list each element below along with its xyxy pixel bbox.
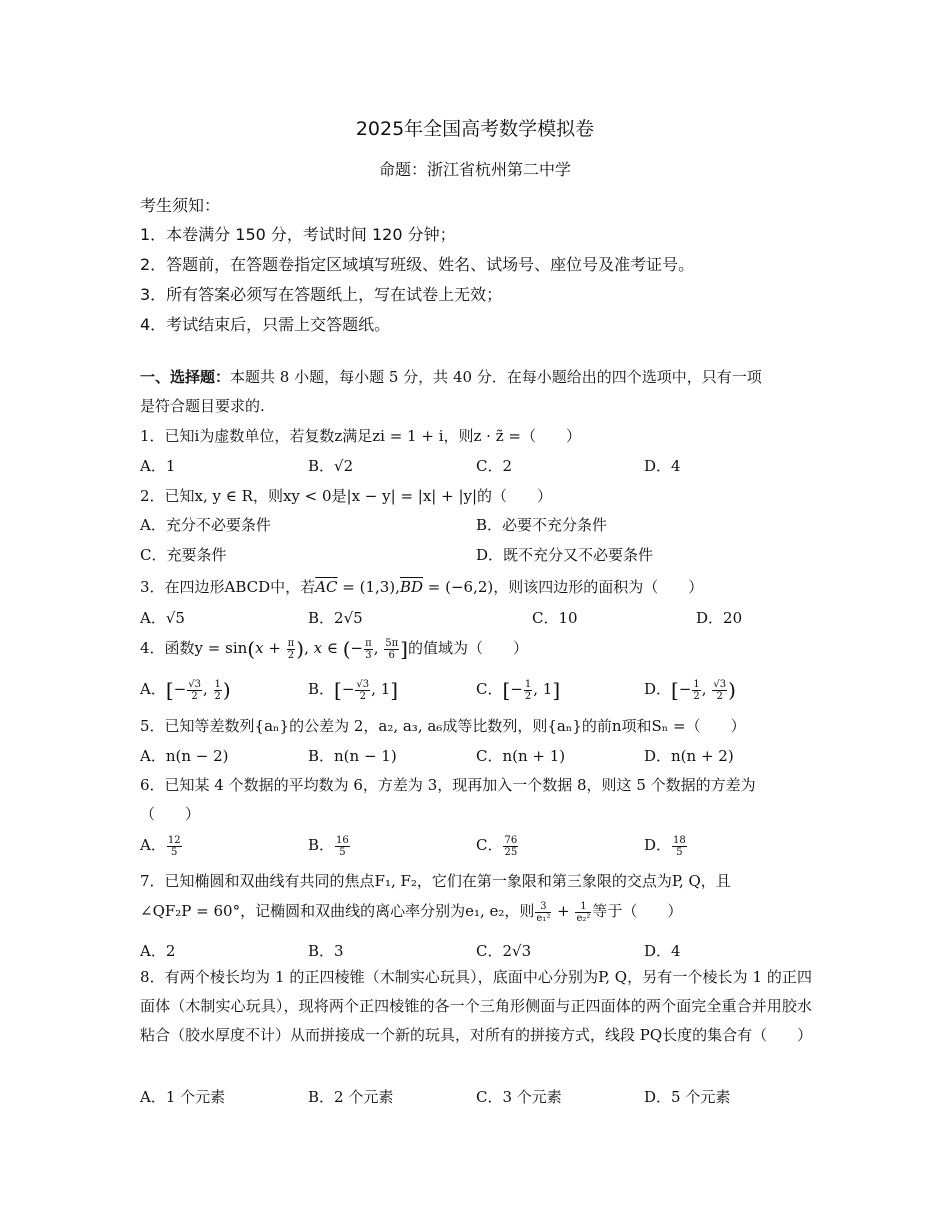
option-a: A．1 — [140, 457, 176, 475]
option-d: D．4 — [644, 457, 681, 475]
option-d: D．5 个元素 — [644, 1088, 731, 1106]
option-d: D．4 — [644, 942, 681, 960]
option-a: A．充分不必要条件 — [140, 516, 271, 534]
question-2-options-row1 — [140, 514, 820, 536]
option-d: D．20 — [696, 609, 743, 627]
question-5-options — [140, 745, 820, 767]
option-a: A．2 — [140, 942, 176, 960]
stem-text: = (−6,2)，则该四边形的面积为（ ） — [423, 578, 704, 596]
section-intro — [140, 366, 815, 387]
option-d: D．[− $\frac{1}{2}$ , $\frac{√3}{2}$ ) — [644, 678, 736, 702]
question-6-stem: 6．已知某 4 个数据的平均数为 6，方差为 3，现再加入一个数据 8，则这 5 个数据的方差为 — [140, 776, 756, 794]
exam-subtitle: 命题：浙江省杭州第二中学 — [378, 160, 571, 179]
vector-bd: $\overline{BD}$ — [399, 578, 423, 596]
option-a: A．[− $\frac{√3}{2}$ , $\frac{1}{2}$ ) — [140, 678, 231, 702]
question-5-stem: 5．已知等差数列{aₙ}的公差为 2，a₂, a₃, a₆成等比数列，则{aₙ}的前n项和Sₙ =（ ） — [140, 717, 746, 735]
option-a: A．n(n − 2) — [140, 747, 229, 765]
section-desc-cont: 是符合题目要求的. — [140, 397, 265, 415]
stem-text: 3．在四边形ABCD中，若 — [140, 578, 316, 596]
stem-text: = (1,3), — [337, 578, 400, 596]
notice-item: 1．本卷满分 150 分，考试时间 120 分钟； — [140, 225, 456, 244]
option-c: C．[− $\frac{1}{2}$ , 1] — [476, 678, 561, 702]
option-c: C．3 个元素 — [476, 1088, 562, 1106]
option-a: A．√5 — [140, 609, 185, 627]
option-d: D．既不充分又不必要条件 — [476, 546, 654, 564]
question-3-stem — [140, 576, 815, 597]
option-b: B．2 个元素 — [308, 1088, 394, 1106]
vector-ac: $\overline{AC}$ — [315, 578, 338, 596]
exam-title: 2025年全国高考数学模拟卷 — [355, 118, 595, 140]
question-8-stem: 8．有两个棱长均为 1 的正四棱锥（木制实心玩具），底面中心分别为P, Q，另有一个棱长为 1 的正四面体（木制实心玩具），现将两个正四棱锥的各一个三角形侧面与正四面体的两个面完全重合并用胶水粘合（胶水厚度不计）从而拼接成一个新的玩具，对所有的拼接方式，线段 PQ长度的集合有（ ） — [140, 968, 813, 1044]
option-b: B．3 — [308, 942, 344, 960]
question-3-options — [140, 607, 820, 629]
option-d: D．n(n + 2) — [644, 747, 734, 765]
question-1-stem: 1．已知i为虚数单位，若复数z满足zi = 1 + i，则z · z̃ =（ ） — [140, 427, 581, 445]
fraction: $\frac{3}{\text{e₁²}}$ — [536, 900, 551, 924]
option-c: C． $\frac{76}{25}$ — [476, 834, 518, 858]
notice-item: 4．考试结束后，只需上交答题纸。 — [140, 315, 391, 334]
notice-item: 3．所有答案必须写在答题纸上，写在试卷上无效； — [140, 285, 503, 304]
option-b: B．2√5 — [308, 609, 363, 627]
fraction: $\frac{1}{\text{e₂²}}$ — [576, 900, 591, 924]
stem-text: ∠QF₂P = 60°，记椭圆和双曲线的离心率分别为e₁, e₂，则 — [140, 902, 535, 920]
stem-text: 4．函数y = sin — [140, 639, 248, 657]
option-b: B． $\frac{16}{5}$ — [308, 834, 349, 858]
option-c: C．2√3 — [476, 942, 532, 960]
option-d: D． $\frac{18}{5}$ — [644, 834, 686, 858]
option-b: B．[− $\frac{√3}{2}$ , 1] — [308, 678, 399, 702]
question-1-options — [140, 455, 820, 477]
option-a: A． $\frac{12}{5}$ — [140, 834, 181, 858]
section-desc: 本题共 8 小题，每小题 5 分，共 40 分．在每小题给出的四个选项中，只有一项 — [230, 368, 762, 386]
fraction: $\frac{\pi}{2}$ — [287, 637, 295, 661]
question-4-stem: 4．函数y = sin(x + $\frac{\pi}{2}$ ), x ∈ (− $\frac{\pi}{3}$ , $\frac{5\pi}{6}$ ]的值域为（ ） — [140, 637, 528, 661]
option-c: C．10 — [532, 609, 578, 627]
question-4-options — [140, 678, 820, 700]
fraction: $\frac{\pi}{3}$ — [365, 637, 372, 661]
option-b: B．n(n − 1) — [308, 747, 397, 765]
fraction: $\frac{5\pi}{6}$ — [385, 637, 399, 661]
question-7-stem-cont: ∠QF₂P = 60°，记椭圆和双曲线的离心率分别为e₁, e₂，则 $\frac{3}{\text{e₁²}}$ + $\frac{1}{\text{e₂²}}$ 等于（ ） — [140, 900, 683, 924]
option-a: A．1 个元素 — [140, 1088, 226, 1106]
notice-heading: 考生须知： — [140, 196, 221, 215]
stem-text: 的值域为（ ） — [407, 639, 528, 657]
notice-item: 2．答题前，在答题卷指定区域填写班级、姓名、试场号、座位号及准考证号。 — [140, 255, 695, 274]
question-7-stem: 7．已知椭圆和双曲线有共同的焦点F₁, F₂，它们在第一象限和第三象限的交点为P, Q，且 — [140, 872, 731, 890]
question-6-stem-cont: （ ） — [140, 805, 201, 823]
question-6-options — [140, 834, 820, 856]
option-b: B．√2 — [308, 457, 354, 475]
option-c: C．充要条件 — [140, 546, 227, 564]
option-c: C．2 — [476, 457, 513, 475]
stem-text: 等于（ ） — [592, 902, 683, 920]
option-b: B．必要不充分条件 — [476, 516, 608, 534]
question-2-options-row2 — [140, 544, 820, 566]
question-2-stem: 2．已知x, y ∈ R，则xy < 0是|x − y| = |x| + |y|的（ ） — [140, 487, 553, 505]
section-heading: 一、选择题： — [140, 368, 231, 386]
option-c: C．n(n + 1) — [476, 747, 566, 765]
question-8-options — [140, 1086, 820, 1108]
question-7-options — [140, 940, 820, 962]
